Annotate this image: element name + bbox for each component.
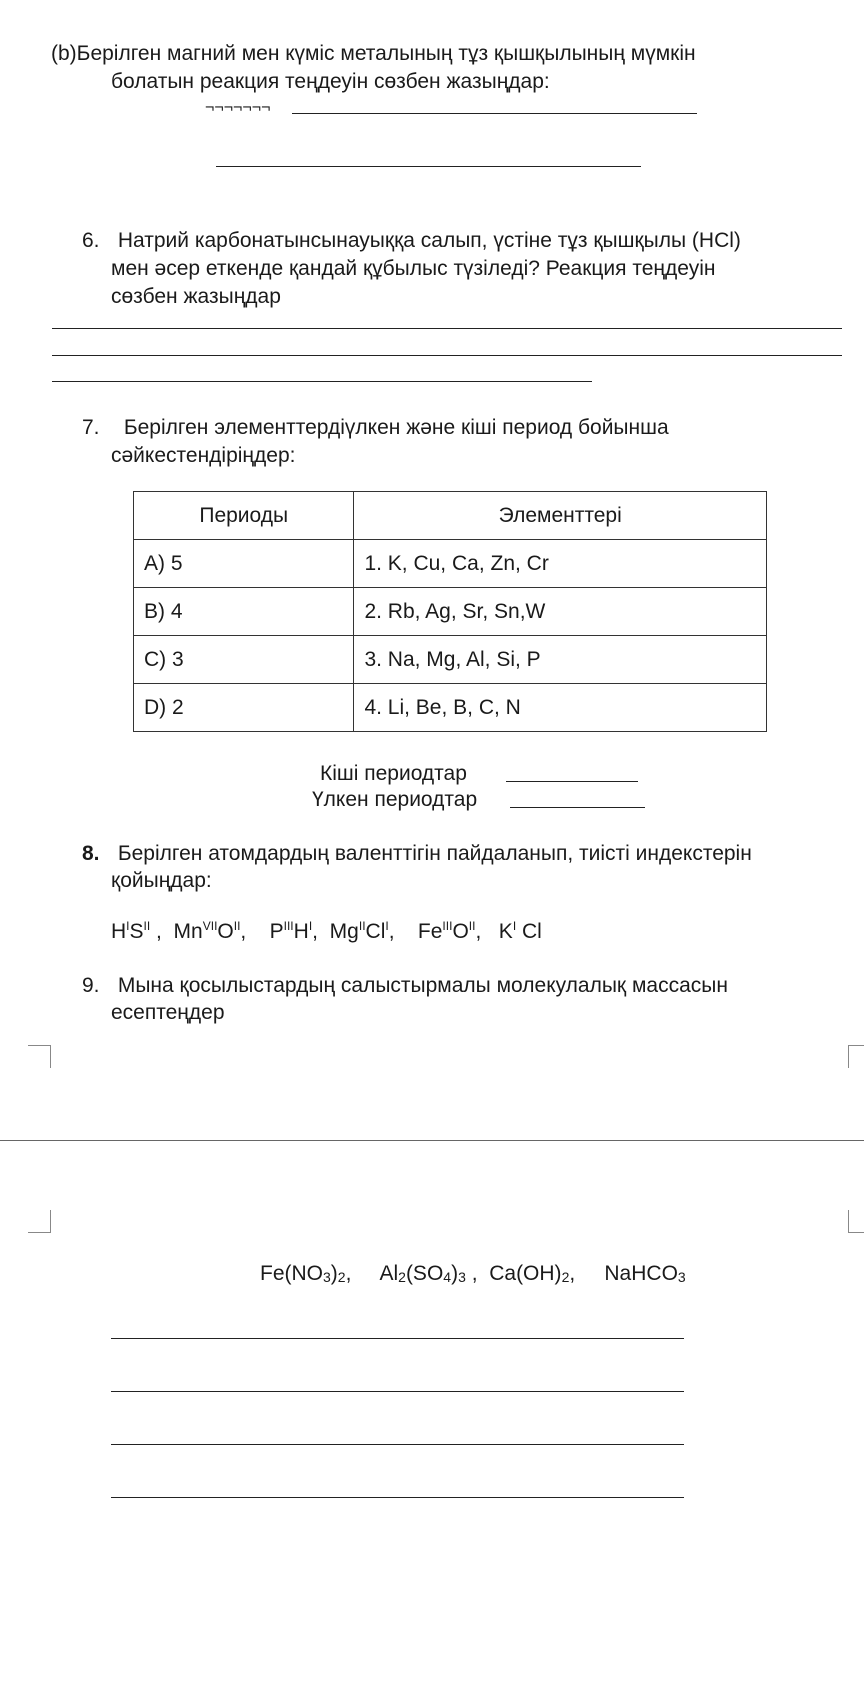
formula-part: NaHCO (604, 1262, 678, 1285)
period-cell: D) 2 (134, 684, 354, 732)
answer-line[interactable] (111, 1391, 684, 1392)
header-elements: Элементтері (354, 492, 767, 540)
question-8-line2: қойыңдар: (111, 869, 212, 892)
compound-formula (260, 1262, 351, 1285)
element-symbol: Mg (329, 920, 359, 943)
answer-line[interactable] (292, 113, 697, 114)
separator: , (312, 920, 330, 943)
elements-cell: 1. K, Cu, Ca, Zn, Cr (354, 540, 767, 588)
valence-formulas (111, 918, 542, 946)
period-cell: В) 4 (134, 588, 354, 636)
valence-superscript: III (442, 919, 453, 933)
answer-line[interactable] (52, 328, 842, 329)
small-periods-answer-line[interactable] (506, 781, 638, 782)
header-periods: Периоды (134, 492, 354, 540)
separator: , (150, 920, 174, 943)
subscript: 2 (337, 1269, 346, 1285)
element-symbol: O (452, 920, 469, 943)
question-b-dashes: ¬¬¬¬¬¬¬ (205, 99, 271, 116)
question-number: 7. (82, 416, 100, 439)
question-6-line3: сөзбен жазыңдар (111, 285, 281, 308)
question-text: Натрий карбонатынсынауыққа салып, үстіне тұз қышқылы (HCl) (117, 229, 741, 252)
page-corner-mark (28, 1045, 51, 1068)
question-6-line2: мен әсер еткенде қандай құбылыс түзіледі? Реакция теңдеуін (111, 257, 716, 280)
answer-line[interactable] (52, 381, 592, 382)
valence-superscript: II (468, 919, 476, 933)
question-text: Берілген элементтердіүлкен және кіші период бойынша (123, 416, 669, 439)
formula-part: Fe(NO (260, 1262, 323, 1285)
separator: , (475, 920, 499, 943)
page-corner-mark (28, 1210, 51, 1233)
element-symbol: Fe (417, 920, 443, 943)
subscript: 2 (561, 1269, 570, 1285)
element-symbol: P (269, 920, 284, 943)
large-periods-answer-line[interactable] (510, 807, 645, 808)
elements-cell: 3. Na, Mg, Al, Si, P (354, 636, 767, 684)
question-7-line2: сәйкестендіріңдер: (111, 444, 296, 467)
question-8-line1 (82, 840, 752, 868)
element-symbol: Mn (173, 920, 203, 943)
element-symbol: Cl (365, 920, 386, 943)
large-periods-label: Үлкен периодтар (312, 788, 478, 811)
table-row (134, 588, 767, 636)
separator: , (388, 920, 418, 943)
valence-superscript: I (512, 919, 517, 933)
valence-formula (330, 920, 418, 943)
question-6-line1 (82, 227, 741, 255)
elements-cell: 2. Rb, Ag, Sr, Sn,W (354, 588, 767, 636)
formula-part: (SO (405, 1262, 444, 1285)
question-9-line1 (82, 972, 728, 1000)
table-row (134, 684, 767, 732)
formula-part: Al (379, 1262, 399, 1285)
page-corner-mark (848, 1045, 864, 1068)
question-number: 6. (82, 229, 100, 252)
question-number: 9. (82, 974, 100, 997)
element-symbol: H (293, 920, 309, 943)
element-symbol: K (498, 920, 513, 943)
formula-part: , (465, 1262, 478, 1285)
question-9-line2: есептеңдер (111, 1001, 225, 1024)
element-symbol: O (217, 920, 234, 943)
formula-part: , (345, 1262, 352, 1285)
table-header-row (134, 492, 767, 540)
page-break-line (0, 1140, 864, 1141)
element-symbol: S (129, 920, 144, 943)
matching-table (133, 491, 767, 732)
valence-superscript: I (308, 919, 313, 933)
question-number: 8. (82, 842, 100, 865)
period-cell: С) 3 (134, 636, 354, 684)
period-cell: А) 5 (134, 540, 354, 588)
compound-formulas (260, 1260, 686, 1288)
subscript: 3 (677, 1269, 686, 1285)
valence-formula (270, 920, 330, 943)
valence-formula (418, 920, 499, 943)
formula-part: Ca(OH) (489, 1262, 562, 1285)
valence-formula (111, 920, 174, 943)
element-symbol: Cl (516, 920, 542, 943)
page-corner-mark (848, 1210, 864, 1233)
question-text: Берілген атомдардың валенттігін пайдаланып, тиісті индекстерін (117, 842, 752, 865)
answer-line[interactable] (111, 1444, 684, 1445)
valence-superscript: II (143, 919, 151, 933)
question-7-line1 (82, 414, 669, 442)
valence-superscript: VII (202, 919, 218, 933)
subscript: 2 (398, 1269, 406, 1285)
subscript: 4 (443, 1269, 452, 1285)
table-row (134, 540, 767, 588)
small-periods-label: Кіші периодтар (320, 762, 467, 785)
compound-formula (379, 1262, 477, 1285)
compound-formula (489, 1262, 575, 1285)
table-row (134, 636, 767, 684)
formula-part: ) (451, 1262, 459, 1285)
formula-part: ) (330, 1262, 338, 1285)
formula-part: , (569, 1262, 576, 1285)
separator: , (240, 920, 270, 943)
answer-line[interactable] (52, 355, 842, 356)
valence-superscript: I (126, 919, 130, 933)
answer-line[interactable] (111, 1497, 684, 1498)
answer-line[interactable] (111, 1338, 684, 1339)
element-symbol: H (111, 920, 127, 943)
answer-line[interactable] (216, 166, 641, 167)
subscript: 3 (323, 1269, 331, 1285)
question-b-line2: болатын реакция теңдеуін сөзбен жазыңдар: (111, 70, 550, 93)
valence-superscript: II (358, 919, 366, 933)
question-b-line1: (b)Берілген магний мен күміс металының тұз қышқылының мүмкін (51, 42, 696, 65)
subscript: 3 (458, 1269, 466, 1285)
valence-superscript: I (385, 919, 389, 933)
elements-cell: 4. Li, Be, B, C, N (354, 684, 767, 732)
compound-formula (604, 1262, 685, 1285)
valence-formula (174, 920, 270, 943)
question-text: Мына қосылыстардың салыстырмалы молекулалық массасын (117, 974, 728, 997)
valence-superscript: II (233, 919, 241, 933)
valence-superscript: III (283, 919, 294, 933)
valence-formula (499, 920, 542, 943)
